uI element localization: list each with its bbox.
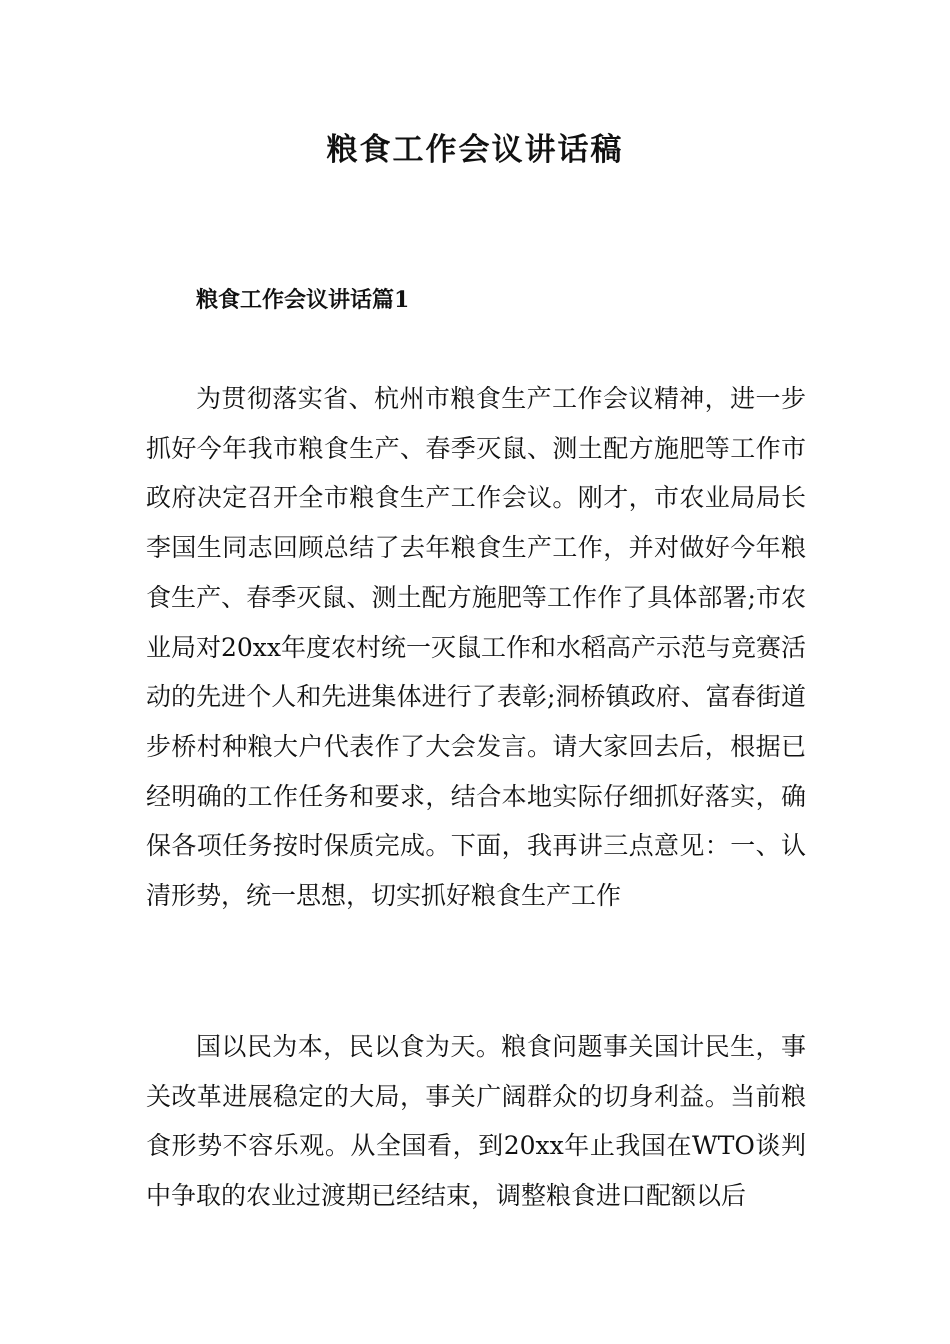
document-title: 粮食工作会议讲话稿 [326, 132, 624, 168]
section-heading: 粮食工作会议讲话篇1 [196, 287, 410, 313]
body-paragraph: 国以民为本，民以食为天。粮食问题事关国计民生，事关改革进展稳定的大局，事关广阔群众的切身利益。当前粮食形势不容乐观。从全国看，到20xx年止我国在WTO谈判中争取的农业过渡期已经结束，调整粮食进口配额以后 [146, 1032, 806, 1211]
body-paragraph: 为贯彻落实省、杭州市粮食生产工作会议精神，进一步抓好今年我市粮食生产、春季灭鼠、测土配方施肥等工作市政府决定召开全市粮食生产工作会议。刚才，市农业局局长李国生同志回顾总结了去年粮食生产工作，并对做好今年粮食生产、春季灭鼠、测土配方施肥等工作作了具体部署;市农业局对20xx年度农村统一灭鼠工作和水稻高产示范与竞赛活动的先进个人和先进集体进行了表彰;洞桥镇政府、富春街道步桥村种粮大户代表作了大会发言。请大家回去后，根据已经明确的工作任务和要求，结合本地实际仔细抓好落实，确保各项任务按时保质完成。下面，我再讲三点意见：一、认清形势，统一思想，切实抓好粮食生产工作 [146, 384, 807, 911]
